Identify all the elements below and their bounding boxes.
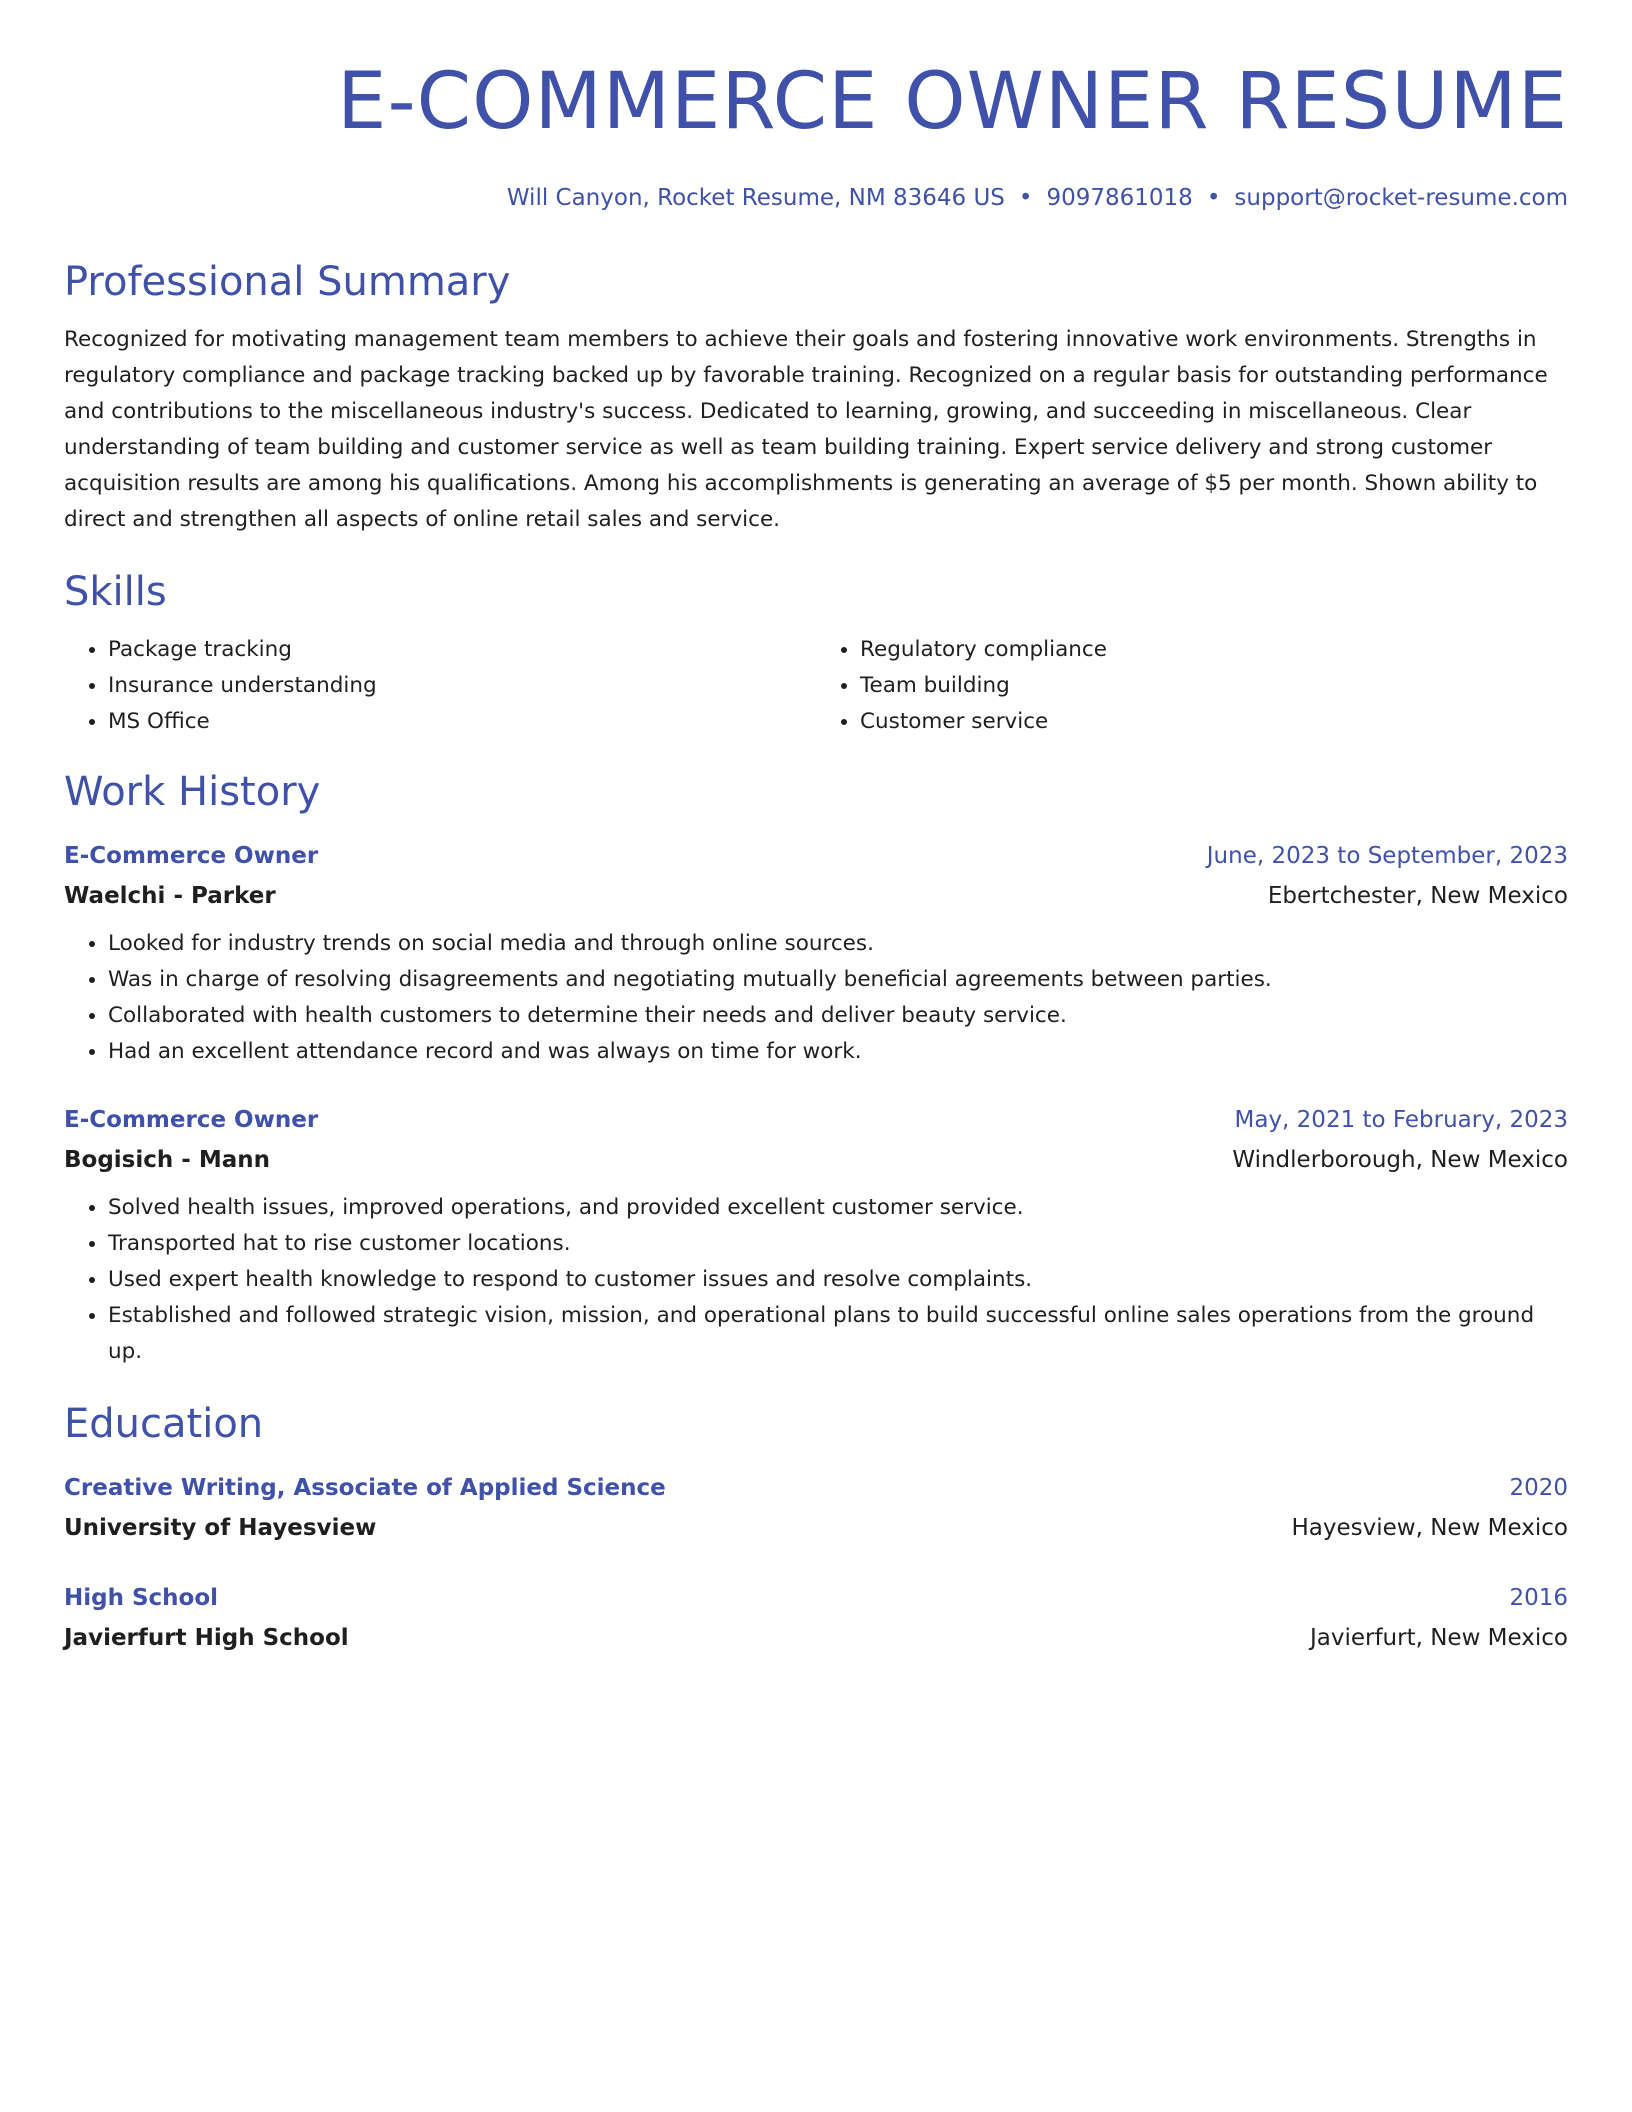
- summary-heading: Professional Summary: [64, 259, 511, 305]
- company-name: Waelchi - Parker: [64, 883, 276, 909]
- contact-address: Will Canyon, Rocket Resume, NM 83646 US: [506, 185, 1005, 211]
- work-entry-header: [64, 836, 1568, 876]
- job-dates: May, 2021 to February, 2023: [1234, 1107, 1568, 1133]
- summary-text: Recognized for motivating management team members to achieve their goals and fostering innovative work environments. Strengths in regulatory compliance and package tracking backed up by favorable training. Recognized on a regular basis for outstanding performance and contributions to the miscellaneous industry's success. Dedicated to learning, growing, and succeeding in miscellaneous. Clear understanding of team building and customer service as well as team building training. Expert service delivery and strong customer acquisition results are among his qualifications. Among his accomplishments is generating an average of $5 per month. Shown ability to direct and strengthen all aspects of online retail sales and service.: [64, 327, 1548, 532]
- education-heading: Education: [64, 1401, 264, 1447]
- contact-email: support@rocket-resume.com: [1234, 185, 1568, 211]
- school-location: Hayesview, New Mexico: [1291, 1515, 1568, 1541]
- job-duties: [64, 926, 1568, 1070]
- contact-separator: •: [1206, 185, 1221, 211]
- skill-item: • Insurance understanding: [108, 668, 816, 704]
- degree-name: High School: [64, 1585, 219, 1611]
- skill-item: • Package tracking: [108, 632, 816, 668]
- education-entry: [64, 1578, 1568, 1658]
- job-duties: [64, 1190, 1568, 1370]
- job-dates: June, 2023 to September, 2023: [1206, 843, 1568, 869]
- work-entry-employer: [64, 1140, 1568, 1180]
- contact-separator: •: [1018, 185, 1033, 211]
- job-duty: • Established and followed strategic vision, mission, and operational plans to build successful online sales operations from the ground up.: [108, 1298, 1568, 1370]
- job-title: E-Commerce Owner: [64, 1107, 319, 1133]
- school-name: Javierfurt High School: [64, 1625, 349, 1651]
- skill-item: • MS Office: [108, 704, 816, 740]
- skill-item: • Team building: [860, 668, 1568, 704]
- education-entry-school: [64, 1618, 1568, 1658]
- education-entry-header: [64, 1468, 1568, 1508]
- work-history-heading: Work History: [64, 769, 321, 815]
- job-duty: • Used expert health knowledge to respond to customer issues and resolve complaints.: [108, 1262, 1568, 1298]
- job-duty: • Collaborated with health customers to determine their needs and deliver beauty service.: [108, 998, 1568, 1034]
- graduation-year: 2020: [1509, 1475, 1568, 1501]
- job-duty: • Solved health issues, improved operations, and provided excellent customer service.: [108, 1190, 1568, 1226]
- skills-heading: Skills: [64, 569, 167, 615]
- job-duty: • Looked for industry trends on social media and through online sources.: [108, 926, 1568, 962]
- job-location: Windlerborough, New Mexico: [1232, 1147, 1568, 1173]
- resume-title: E-COMMERCE OWNER RESUME: [337, 57, 1568, 147]
- skills-list-right: [816, 632, 1568, 740]
- job-title: E-Commerce Owner: [64, 843, 319, 869]
- work-entry-header: [64, 1100, 1568, 1140]
- work-entry: [64, 1100, 1568, 1370]
- skills-list-left: [64, 632, 816, 740]
- skill-item: • Regulatory compliance: [860, 632, 1568, 668]
- education-entry: [64, 1468, 1568, 1548]
- job-duty: • Had an excellent attendance record and was always on time for work.: [108, 1034, 1568, 1070]
- job-duty: • Was in charge of resolving disagreements and negotiating mutually beneficial agreements between parties.: [108, 962, 1568, 998]
- skill-item: • Customer service: [860, 704, 1568, 740]
- company-name: Bogisich - Mann: [64, 1147, 270, 1173]
- skills-grid: [64, 632, 1568, 740]
- work-entry-employer: [64, 876, 1568, 916]
- school-name: University of Hayesview: [64, 1515, 377, 1541]
- contact-phone: 9097861018: [1046, 185, 1193, 211]
- education-entry-header: [64, 1578, 1568, 1618]
- school-location: Javierfurt, New Mexico: [1309, 1625, 1568, 1651]
- work-entry: [64, 836, 1568, 1070]
- education-entry-school: [64, 1508, 1568, 1548]
- job-location: Ebertchester, New Mexico: [1267, 883, 1568, 909]
- job-duty: • Transported hat to rise customer locations.: [108, 1226, 1568, 1262]
- contact-line: [64, 180, 1568, 216]
- graduation-year: 2016: [1509, 1585, 1568, 1611]
- degree-name: Creative Writing, Associate of Applied Science: [64, 1475, 666, 1501]
